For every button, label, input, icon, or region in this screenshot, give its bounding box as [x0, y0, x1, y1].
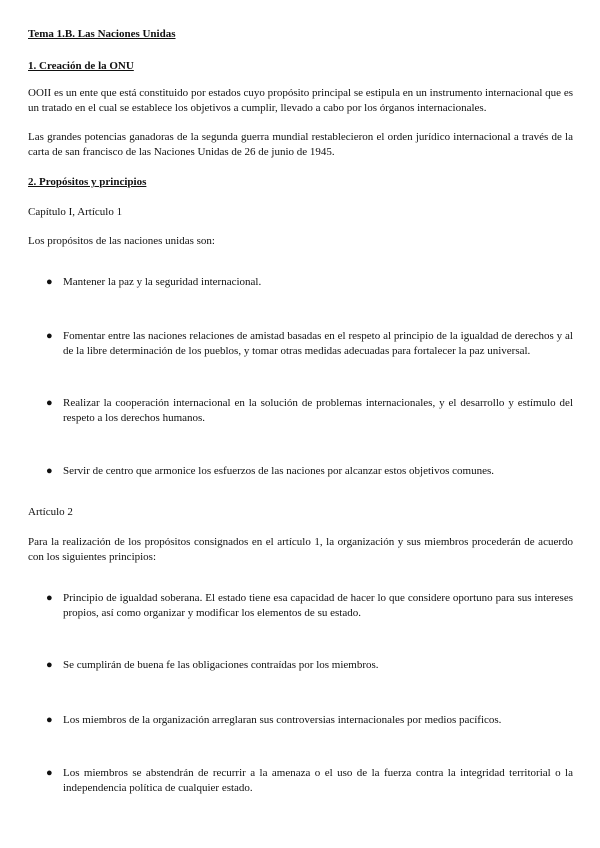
article-2-intro: Para la realización de los propósitos consignados en el artículo 1, la organización y sus miembros procederán de acuerdo con los siguientes principios:: [28, 536, 573, 563]
article-1-intro: Los propósitos de las naciones unidas son:: [28, 235, 215, 247]
purpose-text: Servir de centro que armonice los esfuerzos de las naciones por alcanzar estos objetivos comunes.: [63, 465, 494, 477]
bullet-icon: ●: [46, 465, 53, 477]
article-2-label: Artículo 2: [28, 506, 73, 518]
bullet-icon: ●: [46, 659, 53, 671]
bullet-icon: ●: [46, 767, 53, 779]
principle-text: Se cumplirán de buena fe las obligaciones contraídas por los miembros.: [63, 659, 379, 671]
bullet-icon: ●: [46, 714, 53, 726]
bullet-icon: ●: [46, 276, 53, 288]
purpose-text: Mantener la paz y la seguridad internacional.: [63, 276, 262, 288]
section-2-heading: 2. Propósitos y principios: [28, 176, 147, 188]
purpose-text: Realizar la cooperación internacional en la solución de problemas internacionales, y el desarrollo y estímulo del respeto a los derechos humanos.: [63, 397, 573, 424]
section-1-paragraph-2: Las grandes potencias ganadoras de la segunda guerra mundial restablecieron el orden jurídico internacional a través de la carta de san francisco de las Naciones Unidas de 26 de junio de 1945.: [28, 131, 573, 158]
section-1-paragraph-1: OOII es un ente que está constituido por estados cuyo propósito principal se estipula en un instrumento internacional que es un tratado en el cual se establece los objetivos a cumplir, llevado a cabo por los órganos internacionales.: [28, 87, 573, 114]
bullet-icon: ●: [46, 397, 53, 409]
principle-text: Los miembros de la organización arreglaran sus controversias internacionales por medios pacíficos.: [63, 714, 502, 726]
bullet-icon: ●: [46, 592, 53, 604]
article-1-label: Capítulo I, Artículo 1: [28, 206, 123, 218]
bullet-icon: ●: [46, 330, 53, 342]
document-title: Tema 1.B. Las Naciones Unidas: [28, 28, 176, 40]
principle-text: Los miembros se abstendrán de recurrir a la amenaza o el uso de la fuerza contra la integridad territorial o la independencia política de cualquier estado.: [63, 767, 573, 794]
principle-text: Principio de igualdad soberana. El estado tiene esa capacidad de hacer lo que considere oportuno para sus intereses propios, así como organizar y modificar los elementos de su estado.: [63, 592, 573, 619]
purpose-text: Fomentar entre las naciones relaciones de amistad basadas en el respeto al principio de la igualdad de derechos y al de la libre determinación de los pueblos, y tomar otras medidas adecuadas para fortalecer la paz universal.: [63, 330, 573, 357]
section-1-heading: 1. Creación de la ONU: [28, 60, 134, 72]
